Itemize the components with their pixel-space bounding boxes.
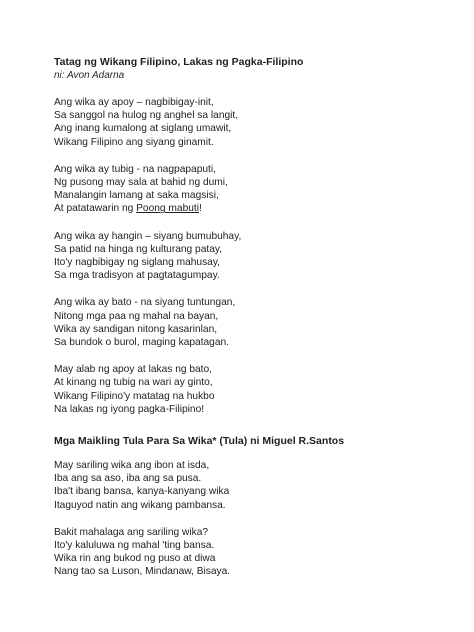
poem-line: Sa patid na hinga ng kulturang patay, bbox=[54, 243, 223, 255]
stanza-3 bbox=[54, 230, 454, 283]
poem-line: Ng pusong may sala at bahid ng dumi, bbox=[54, 177, 228, 189]
poem-line: May sariling wika ang ibon at isda, bbox=[54, 460, 210, 471]
poem-line-text: At patatawarin ng bbox=[54, 203, 137, 215]
poem-line-text: ! bbox=[199, 203, 202, 215]
poem-line: Iba't ibang bansa, kanya-kanyang wika bbox=[54, 486, 230, 498]
poem-tatag-ng-wikang-filipino bbox=[54, 56, 454, 430]
poem-title: Mga Maikling Tula Para Sa Wika* (Tula) ni Miguel R.Santos bbox=[54, 435, 345, 447]
poem-line: Sa mga tradisyon at pagtatagumpay. bbox=[54, 270, 220, 282]
poem-line: Iba ang sa aso, iba ang sa pusa. bbox=[54, 473, 202, 485]
poem-line: Na lakas ng iyong pagka-Filipino! bbox=[54, 403, 205, 415]
poem-line: Ang wika ay tubig - na nagpapaputi, bbox=[54, 163, 216, 175]
poem-line-with-link bbox=[54, 202, 454, 215]
stanza-5 bbox=[54, 363, 454, 416]
poem-line: Itaguyod natin ang wikang pambansa. bbox=[54, 499, 226, 511]
poem-line: Wikang Filipino ang siyang ginamit. bbox=[54, 136, 214, 148]
stanza-4 bbox=[54, 296, 454, 349]
poem-line: Ang inang kumalong at siglang umawit, bbox=[54, 123, 232, 135]
underlined-phrase: Poong mabuti bbox=[136, 203, 199, 215]
poem-line: Nitong mga paa ng mahal na bayan, bbox=[54, 310, 219, 322]
poem-mga-maikling-tula bbox=[54, 435, 454, 593]
poem-line: Sa sanggol na hulog ng anghel sa langit, bbox=[54, 110, 239, 122]
poem-line: Manalangin lamang at saka magsisi, bbox=[54, 190, 219, 202]
poem-title: Tatag ng Wikang Filipino, Lakas ng Pagka-Filipino bbox=[54, 56, 304, 68]
poem-line: Nang tao sa Luson, Mindanaw, Bisaya. bbox=[54, 566, 231, 578]
poem-line: Ang wika ay bato - na siyang tuntungan, bbox=[54, 297, 236, 309]
poem-line: Ito'y nagbibigay ng siglang mahusay, bbox=[54, 257, 220, 269]
poem-line: Wika rin ang bukod ng puso at diwa bbox=[54, 553, 216, 565]
poem-line: Sa bundok o burol, maging kapatagan. bbox=[54, 337, 230, 349]
poem-line: May alab ng apoy at lakas ng bato, bbox=[54, 364, 213, 376]
poem-line: Wika ay sandigan nitong kasarinlan, bbox=[54, 323, 218, 335]
poem-line: Wikang Filipino'y matatag na hukbo bbox=[54, 390, 215, 402]
stanza-1 bbox=[54, 459, 454, 512]
poem-line: Ang wika ay apoy – nagbibigay-init, bbox=[54, 97, 214, 108]
poem-line: Bakit mahalaga ang sariling wika? bbox=[54, 526, 209, 538]
poem-line: Ang wika ay hangin – siyang bumubuhay, bbox=[54, 230, 242, 242]
poem-line: At kinang ng tubig na wari ay ginto, bbox=[54, 377, 213, 389]
poem-author: ni: Avon Adarna bbox=[54, 70, 125, 81]
stanza-1 bbox=[54, 96, 454, 149]
poem-line: Ito'y kaluluwa ng mahal 'ting bansa. bbox=[54, 540, 215, 552]
stanza-2 bbox=[54, 526, 454, 579]
stanza-2 bbox=[54, 163, 454, 216]
